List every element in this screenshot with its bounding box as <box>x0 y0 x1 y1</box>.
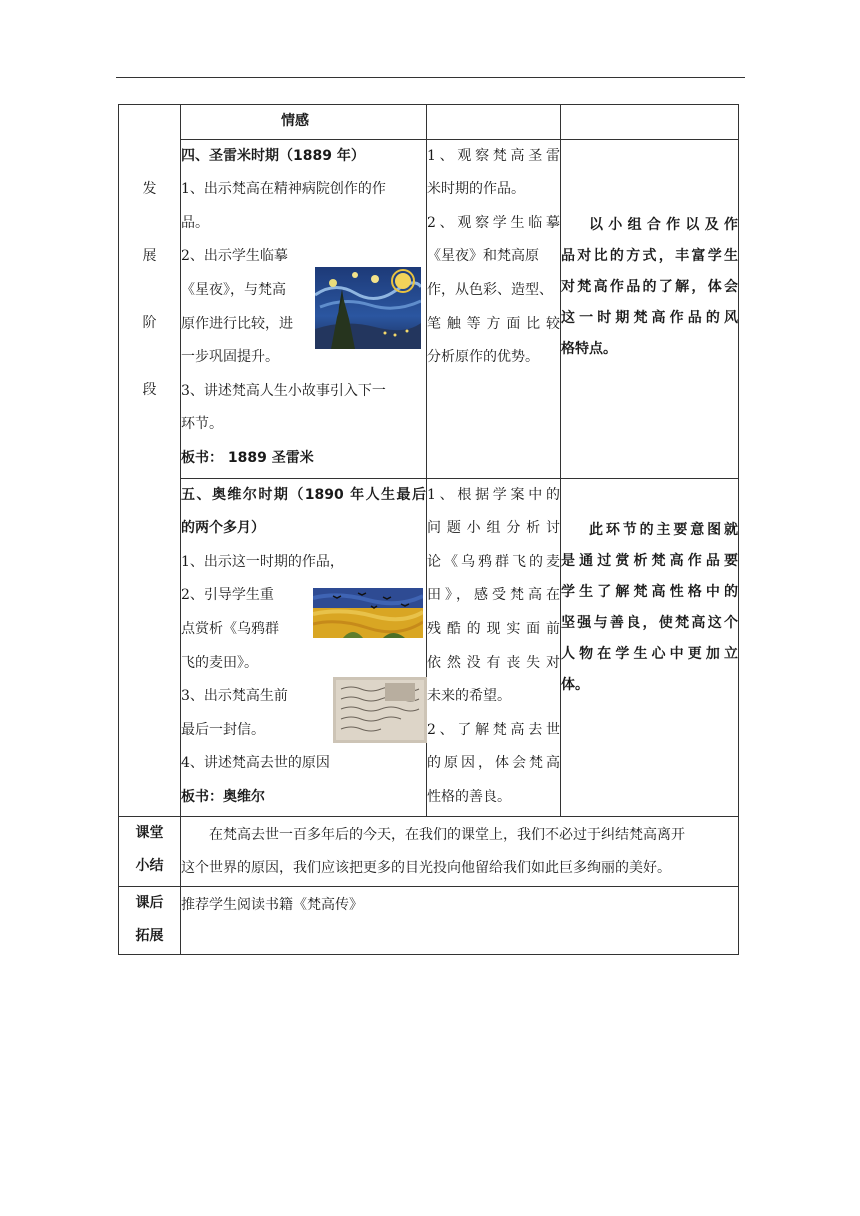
goal-line: 这一时期梵高作品的风 <box>561 309 738 326</box>
period5-content-cell <box>181 478 427 816</box>
content-line: 环节。 <box>181 416 223 433</box>
content-line: 3、出示梵高生前 <box>181 688 288 705</box>
table-row <box>119 886 739 954</box>
stage-char: 阶 <box>142 315 157 331</box>
content-line: 3、讲述梵高人生小故事引入下一 <box>181 382 386 399</box>
goal-line: 品对比的方式，丰富学生 <box>561 247 738 264</box>
student-line: 1、观察梵高圣雷 <box>427 147 560 164</box>
student-line: 未来的希望。 <box>427 688 511 705</box>
header-rule <box>116 77 745 78</box>
student-line: 1、根据学案中的 <box>427 486 560 503</box>
content-line: 1、出示这一时期的作品， <box>181 553 344 570</box>
period5-title: 的两个多月） <box>181 520 265 537</box>
student-line: 论《乌鸦群飞的麦 <box>427 553 560 570</box>
goal-line: 人物在学生心中更加立 <box>561 645 738 662</box>
period4-goal-cell <box>561 139 739 478</box>
extension-text-cell <box>181 886 739 954</box>
content-line: 飞的麦田》。 <box>181 654 258 671</box>
summary-label: 小结 <box>135 858 164 875</box>
content-line: 2、出示学生临摹 <box>181 248 288 265</box>
period5-board: 板书：奥维尔 <box>181 788 265 805</box>
summary-text-cell <box>181 816 739 886</box>
period4-title: 四、圣雷米时期（1889 年） <box>181 147 365 164</box>
content-line: 点赏析《乌鸦群 <box>181 620 279 637</box>
extension-label-cell <box>119 886 181 954</box>
goal-line: 以小组合作以及作 <box>589 216 738 233</box>
period4-student-cell <box>427 139 561 478</box>
content-line: 2、引导学生重 <box>181 587 274 604</box>
goal-line: 是通过赏析梵高作品要 <box>561 552 738 569</box>
goal-line: 学生了解梵高性格中的 <box>561 583 738 600</box>
goal-line: 格特点。 <box>561 340 617 357</box>
table-row <box>119 139 739 478</box>
content-line: 一步巩固提升。 <box>181 349 279 366</box>
period5-goal-cell <box>561 478 739 816</box>
summary-label: 课堂 <box>135 824 164 841</box>
stage-char: 段 <box>142 382 157 398</box>
table-row <box>119 478 739 816</box>
student-line: 2、观察学生临摹 <box>427 214 560 231</box>
goal-line: 此环节的主要意图就 <box>589 521 738 538</box>
starry-night-image <box>315 267 421 349</box>
stage-label-cell <box>119 105 181 817</box>
student-line: 的原因，体会梵高 <box>427 755 560 772</box>
table-row <box>119 105 739 140</box>
student-line: 性格的善良。 <box>427 788 511 805</box>
student-line: 依然没有丧失对 <box>427 654 560 671</box>
summary-line: 在梵高去世一百多年后的今天，在我们的课堂上，我们不必过于纠结梵高离开 <box>209 826 685 843</box>
content-line: 1、出示梵高在精神病院创作的作 <box>181 181 386 198</box>
student-line: 分析原作的优势。 <box>427 349 539 366</box>
student-line: 残酷的现实面前 <box>427 620 560 637</box>
goal-line: 对梵高作品的了解，体会 <box>561 278 738 295</box>
empty-cell <box>427 105 561 140</box>
period5-student-cell <box>427 478 561 816</box>
student-line: 笔触等方面比较 <box>427 315 560 332</box>
student-line: 米时期的作品。 <box>427 181 525 198</box>
stage-char: 发 <box>142 181 157 197</box>
period4-content-cell <box>181 139 427 478</box>
extension-label: 课后 <box>135 894 164 911</box>
feeling-cell: 情感 <box>181 105 427 140</box>
extension-line: 推荐学生阅读书籍《梵高传》 <box>181 896 363 913</box>
letter-image <box>333 677 427 743</box>
content-line: 《星夜》，与梵高 <box>181 281 286 298</box>
period4-board: 板书： 1889 圣雷米 <box>181 449 314 466</box>
table-row <box>119 816 739 886</box>
wheatfield-image <box>313 588 423 638</box>
lesson-plan-table <box>118 104 739 955</box>
period5-title: 五、奥维尔时期（1890 年人生最后 <box>181 486 426 503</box>
stage-char: 展 <box>142 248 157 264</box>
student-line: 《星夜》和梵高原 <box>427 248 539 265</box>
empty-cell <box>561 105 739 140</box>
student-line: 田》，感受梵高在 <box>427 587 560 604</box>
student-line: 问题小组分析讨 <box>427 520 560 537</box>
extension-label: 拓展 <box>135 928 164 945</box>
goal-line: 坚强与善良，使梵高这个 <box>561 614 738 631</box>
student-line: 作，从色彩、造型、 <box>427 281 553 298</box>
goal-line: 体。 <box>561 676 589 693</box>
summary-line: 这个世界的原因，我们应该把更多的目光投向他留给我们如此巨多绚丽的美好。 <box>181 860 671 877</box>
content-line: 4、讲述梵高去世的原因 <box>181 755 330 772</box>
content-line: 原作进行比较，进 <box>181 315 293 332</box>
content-line: 最后一封信。 <box>181 721 265 738</box>
student-line: 2、了解梵高去世 <box>427 721 560 738</box>
summary-label-cell <box>119 816 181 886</box>
content-line: 品。 <box>181 214 209 231</box>
